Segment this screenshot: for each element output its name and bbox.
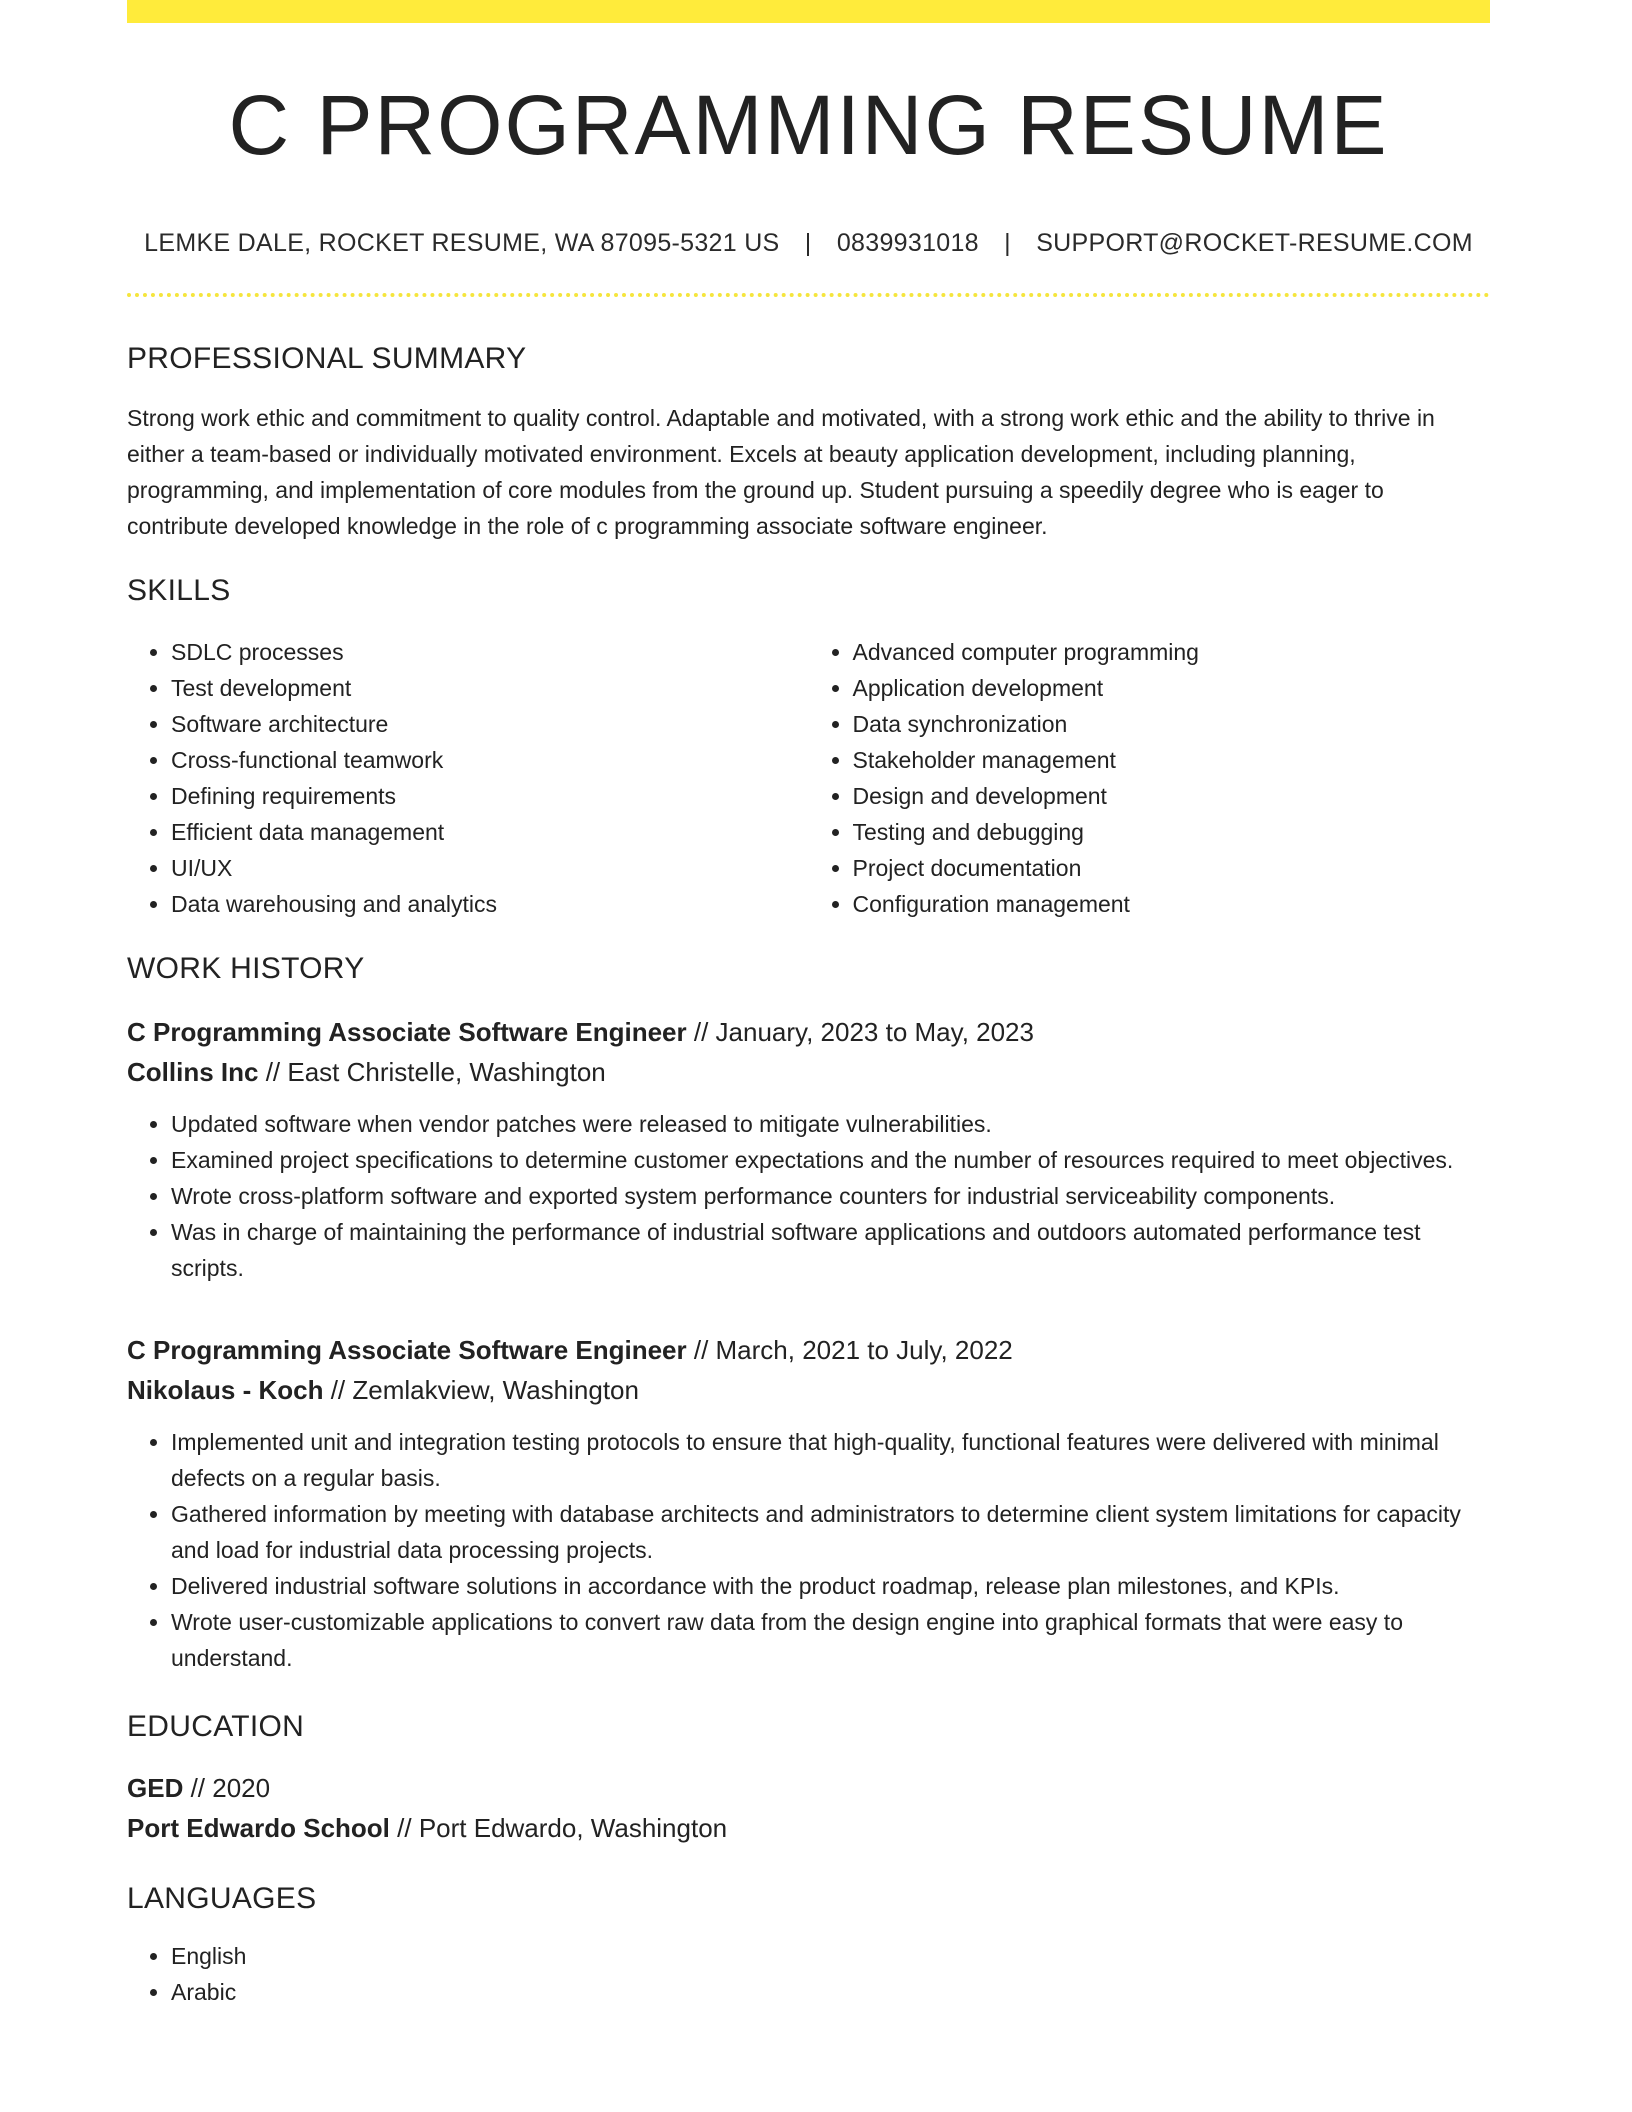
job-bullet: • Delivered industrial software solutions in accordance with the product roadmap, release plan milestones, and KPIs. <box>171 1568 1490 1604</box>
job-bullets <box>127 1424 1490 1676</box>
dotted-divider <box>127 293 1490 297</box>
education-heading: EDUCATION <box>127 1710 305 1743</box>
skill-item: • UI/UX <box>171 850 809 886</box>
education-degree: GED <box>127 1773 184 1803</box>
job-bullet: • Wrote cross-platform software and exported system performance counters for industrial serviceability components. <box>171 1178 1490 1214</box>
summary-text: Strong work ethic and commitment to quality control. Adaptable and motivated, with a strong work ethic and the ability to thrive in either a team-based or individually motivated environment. Excels at beauty application development, including planning, programming, and implementation of core modules from the ground up. Student pursuing a speedily degree who is eager to contribute developed knowledge in the role of c programming associate software engineer. <box>127 405 1435 539</box>
accent-bar <box>127 0 1490 23</box>
skill-item: • Application development <box>853 670 1491 706</box>
education-entry <box>127 1768 1490 1848</box>
job-bullets <box>127 1106 1490 1286</box>
contact-email: SUPPORT@ROCKET-RESUME.COM <box>1036 229 1473 257</box>
job-bullet: • Examined project specifications to determine customer expectations and the number of resources required to meet objectives. <box>171 1142 1490 1178</box>
skill-item: • Stakeholder management <box>853 742 1491 778</box>
contact-line <box>127 229 1490 258</box>
skills-heading: SKILLS <box>127 574 231 607</box>
job-entry <box>127 1012 1490 1286</box>
skill-item: • Data synchronization <box>853 706 1491 742</box>
education-location: // Port Edwardo, Washington <box>389 1813 728 1843</box>
skills-column-right <box>809 634 1491 922</box>
education-year: // 2020 <box>183 1773 271 1803</box>
skill-item: • Advanced computer programming <box>853 634 1491 670</box>
job-dates: // January, 2023 to May, 2023 <box>686 1017 1034 1047</box>
skills-column-left <box>127 634 809 922</box>
job-company-line <box>127 1052 1490 1092</box>
job-title: C Programming Associate Software Engineer <box>127 1335 687 1365</box>
contact-phone: 0839931018 <box>836 229 979 257</box>
job-title-line <box>127 1330 1490 1370</box>
skills-list <box>127 634 1490 922</box>
job-company: Collins Inc <box>127 1057 259 1087</box>
language-item: • Arabic <box>171 1974 1490 2010</box>
skill-item: • Test development <box>171 670 809 706</box>
job-title: C Programming Associate Software Engineer <box>127 1017 687 1047</box>
education-degree-line <box>127 1768 1490 1808</box>
languages-section <box>127 1938 1490 2010</box>
job-dates: // March, 2021 to July, 2022 <box>686 1335 1013 1365</box>
languages-heading: LANGUAGES <box>127 1882 317 1915</box>
job-bullet: • Updated software when vendor patches were released to mitigate vulnerabilities. <box>171 1106 1490 1142</box>
skill-item: • Efficient data management <box>171 814 809 850</box>
skill-item: • Design and development <box>853 778 1491 814</box>
job-company: Nikolaus - Koch <box>127 1375 324 1405</box>
job-company-line <box>127 1370 1490 1410</box>
skill-item: • Testing and debugging <box>853 814 1491 850</box>
job-bullet: • Implemented unit and integration testing protocols to ensure that high-quality, functional features were delivered with minimal defects on a regular basis. <box>171 1424 1490 1496</box>
contact-separator: | <box>804 229 812 257</box>
skill-item: • Software architecture <box>171 706 809 742</box>
contact-separator: | <box>1004 229 1011 257</box>
skill-item: • Cross-functional teamwork <box>171 742 809 778</box>
skill-item: • Defining requirements <box>171 778 809 814</box>
job-entry <box>127 1330 1490 1676</box>
resume-content <box>127 0 1490 2010</box>
job-title-line <box>127 1012 1490 1052</box>
page-title: C PROGRAMMING RESUME <box>228 78 1389 172</box>
summary-heading: PROFESSIONAL SUMMARY <box>127 342 527 375</box>
skill-item: • SDLC processes <box>171 634 809 670</box>
job-location: // East Christelle, Washington <box>258 1057 606 1087</box>
languages-list <box>127 1938 1490 2010</box>
work-history-heading: WORK HISTORY <box>127 952 365 985</box>
skill-item: • Project documentation <box>853 850 1491 886</box>
skill-item: • Configuration management <box>853 886 1491 922</box>
job-location: // Zemlakview, Washington <box>323 1375 639 1405</box>
education-school-line <box>127 1808 1490 1848</box>
job-bullet: • Was in charge of maintaining the performance of industrial software applications and outdoors automated performance test scripts. <box>171 1214 1490 1286</box>
education-school: Port Edwardo School <box>127 1813 390 1843</box>
contact-address: LEMKE DALE, ROCKET RESUME, WA 87095-5321 US <box>144 229 780 257</box>
job-bullet: • Gathered information by meeting with database architects and administrators to determine client system limitations for capacity and load for industrial data processing projects. <box>171 1496 1490 1568</box>
job-bullet: • Wrote user-customizable applications to convert raw data from the design engine into graphical formats that were easy to understand. <box>171 1604 1490 1676</box>
language-item: • English <box>171 1938 1490 1974</box>
skill-item: • Data warehousing and analytics <box>171 886 809 922</box>
